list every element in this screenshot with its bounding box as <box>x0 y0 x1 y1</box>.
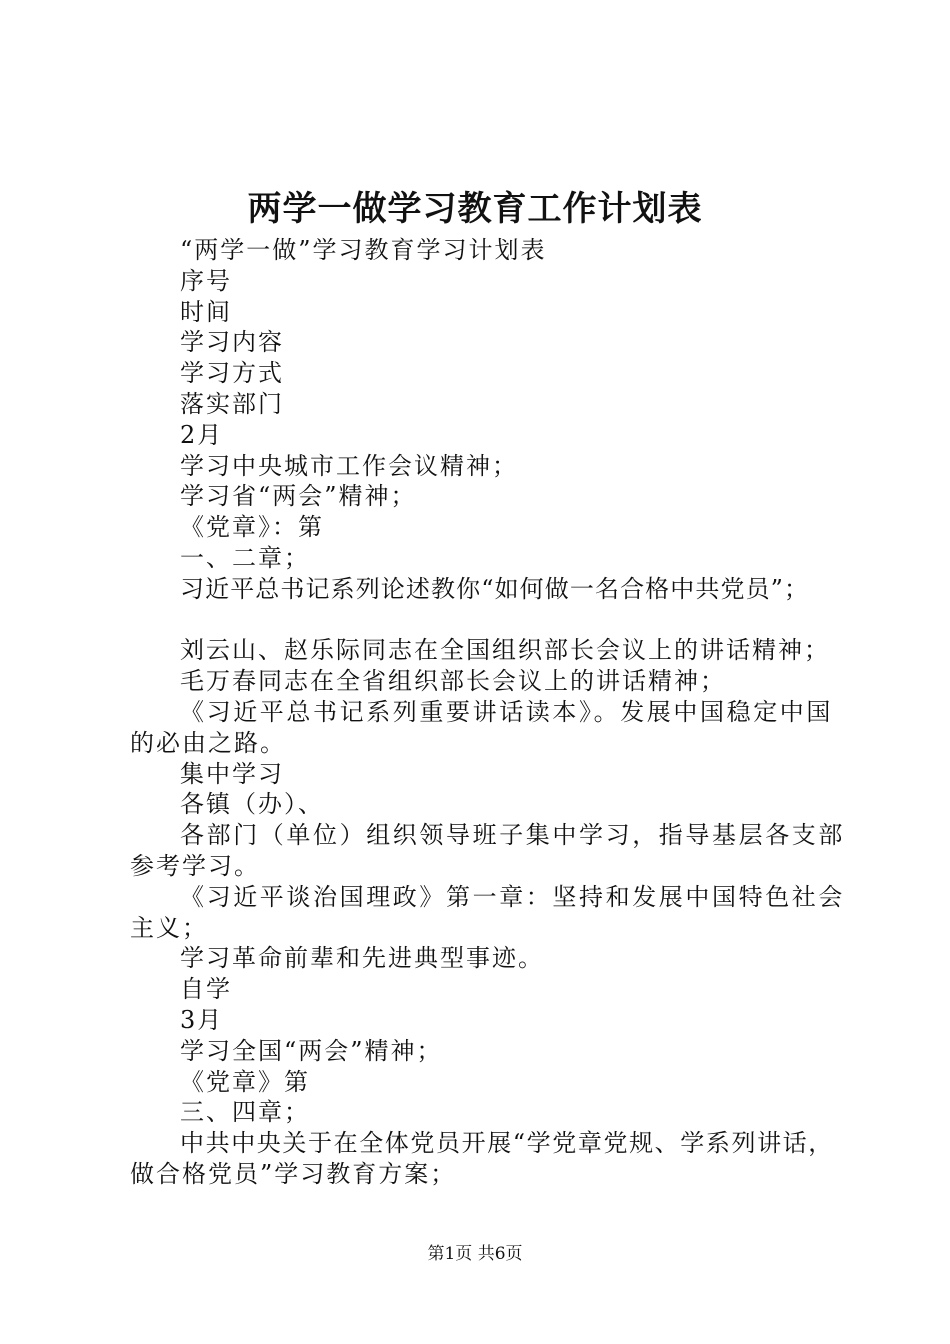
document-line: 学习中央城市工作会议精神； <box>180 451 518 480</box>
document-line: 做合格党员”学习教育方案； <box>130 1159 457 1188</box>
document-line: 三、四章； <box>180 1098 310 1127</box>
document-line: 学习内容 <box>180 328 284 357</box>
page-title: 两学一做学习教育工作计划表 <box>247 189 703 229</box>
document-line: 各部门（单位）组织领导班子集中学习，指导基层各支部 <box>180 821 845 850</box>
document-line: 学习方式 <box>180 359 284 388</box>
document-line: 学习全国“两会”精神； <box>180 1036 443 1065</box>
document-line: 各镇（办）、 <box>180 790 324 819</box>
document-line: 参考学习。 <box>130 851 260 880</box>
document-line: 的必由之路。 <box>130 728 286 757</box>
document-line: 学习省“两会”精神； <box>180 482 417 511</box>
document-line: 序号 <box>180 266 232 295</box>
document-line: 《党章》第 <box>180 1067 310 1096</box>
page-footer: 第1页 共6页 <box>427 1244 523 1264</box>
document-line: 落实部门 <box>180 389 284 418</box>
document-line: 主义； <box>130 913 208 942</box>
document-line: 时间 <box>180 297 232 326</box>
blank-line <box>130 605 842 636</box>
document-line: 毛万春同志在全省组织部长会议上的讲话精神； <box>180 667 726 696</box>
document-line: 2月 <box>180 420 224 449</box>
document-line: 习近平总书记系列论述教你“如何做一名合格中共党员”； <box>180 574 810 603</box>
document-line: 一、二章； <box>180 543 310 572</box>
document-body <box>130 235 845 1190</box>
document-line: 《习近平总书记系列重要讲话读本》。发展中国稳定中国 <box>180 697 833 726</box>
document-line: “两学一做”学习教育学习计划表 <box>180 236 547 264</box>
document-line: 自学 <box>180 975 232 1004</box>
document-line: 3月 <box>180 1005 224 1034</box>
document-line: 集中学习 <box>180 759 284 788</box>
document-line: 中共中央关于在全体党员开展“学党章党规、学系列讲话， <box>180 1129 834 1158</box>
document-line: 刘云山、赵乐际同志在全国组织部长会议上的讲话精神； <box>180 636 830 665</box>
document-line: 学习革命前辈和先进典型事迹。 <box>180 944 544 973</box>
document-line: 《党章》：第 <box>180 513 324 542</box>
document-line: 《习近平谈治国理政》第一章：坚持和发展中国特色社会 <box>180 882 845 911</box>
